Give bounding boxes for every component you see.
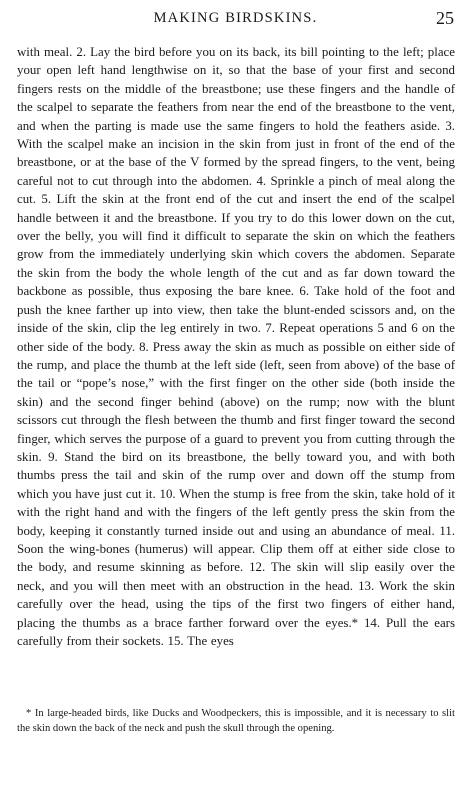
running-head [17,8,454,30]
footnote-rule [17,700,455,702]
running-title: MAKING BIRDSKINS. [153,10,318,26]
page-number: 25 [436,8,454,28]
body-paragraph: with meal. 2. Lay the bird before you on its back, its bill pointing to the left; place your open left hand lengthwise on it, so that the base of your first and second fingers rests on the middle of the breastbone; use these fingers and the handle of the scalpel to separate the feathers from near the end of the breastbone to the vent, and when the parting is made use the same fingers to hold the feathers aside. 3. With the scalpel make an incision in the skin from just in front of the end of the breastbone, or at the base of the V formed by the spread fingers, to the vent, being careful not to cut through into the abdomen. 4. Sprinkle a pinch of meal along the cut. 5. Lift the skin at the front end of the cut and insert the end of the scalpel handle between it and the breastbone. If you try to do this lower down on the cut, over the belly, you will find it difficult to separate the skin on which the feathers grow from the immediately underlying skin which covers the abdomen. Separate the skin from the body the whole length of the cut and as far down toward the backbone as possible, thus exposing the bare knee. 6. Take hold of the foot and push the knee farther up into view, then take the blunt-ended scissors and, on the inside of the skin, clip the leg entirely in two. 7. Repeat operations 5 and 6 on the other side of the body. 8. Press away the skin as much as possible on either side of the rump, and place the thumb at the left side (left, seen from above) of the base of the tail or “pope’s nose,” with the first finger on the other side (both inside the skin) and the second finger behind (above) on the rump; now with the blunt scissors cut through the flesh between the thumb and first finger toward the second finger, which serves the purpose of a guard to prevent you from cutting through the skin. 9. Stand the bird on its breastbone, the belly toward you, and with both thumbs press the tail and skin of the rump over and down off the stump from which you have just cut it. 10. When the stump is free from the skin, take hold of it with the right hand and with the fingers of the left gently press the skin from the body, keeping it constantly turned inside out and using an abundance of meal. 11. Soon the wing-bones (humerus) will appear. Clip them off at either side close to the body, and resume skinning as before. 12. The skin will slip easily over the neck, and you will then meet with an obstruction in the head. 13. Work the skin carefully over the head, using the tips of the first two fingers of either hand, placing the thumbs as a brace farther forward over the eyes.* 14. Pull the ears carefully from their sockets. 15. The eyes [17,45,455,648]
footnote: * In large-headed birds, like Ducks and Woodpeckers, this is impossible, and it is necessary to slit the skin down the back of the neck and push the skull through the opening. [17,708,455,734]
